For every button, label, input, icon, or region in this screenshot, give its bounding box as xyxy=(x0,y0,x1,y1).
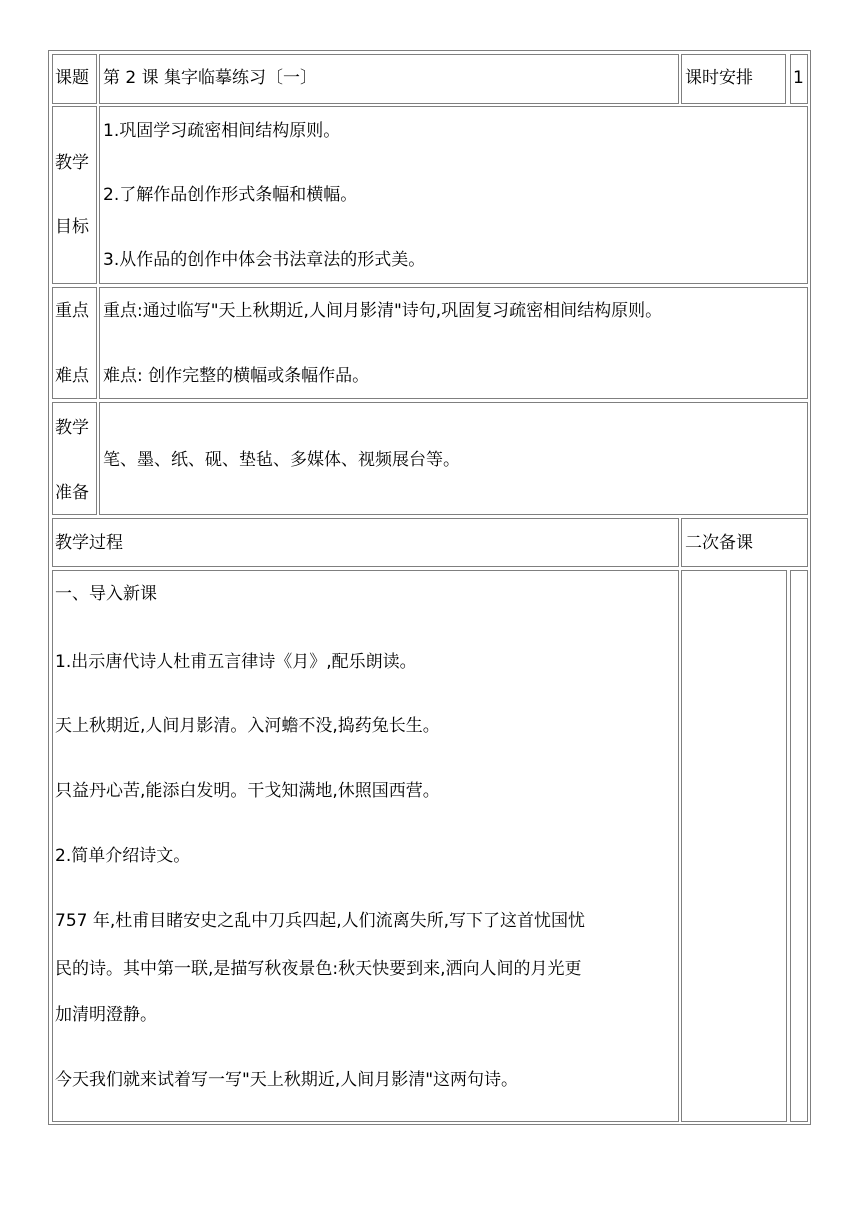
schedule-value-cell xyxy=(790,54,808,104)
focus-content-cell xyxy=(99,287,808,399)
process-line: 757 年,杜甫目睹安史之乱中刀兵四起,人们流离失所,写下了这首忧国忧 xyxy=(55,911,586,931)
objectives-label-top: 教学 xyxy=(55,153,89,173)
objectives-label-bottom: 目标 xyxy=(55,217,89,237)
schedule-label: 课时安排 xyxy=(685,68,753,88)
preparation-label-bottom: 准备 xyxy=(55,483,89,503)
difficulty-text: 难点: 创作完整的横幅或条幅作品。 xyxy=(103,366,370,386)
topic-label: 课题 xyxy=(55,68,89,88)
second-prep-label: 二次备课 xyxy=(685,533,753,553)
objectives-content-cell xyxy=(99,106,808,284)
preparation-content-cell xyxy=(99,402,808,515)
focus-label-cell xyxy=(52,287,97,399)
second-prep-margin-cell xyxy=(790,570,808,1122)
preparation-label-top: 教学 xyxy=(55,418,89,438)
process-content-cell xyxy=(52,570,679,1122)
process-line: 民的诗。其中第一联,是描写秋夜景色:秋天快要到来,洒向人间的月光更 xyxy=(55,959,582,979)
focus-label-top: 重点 xyxy=(55,301,89,321)
topic-label-cell xyxy=(52,54,97,104)
process-line: 天上秋期近,人间月影清。入河蟾不没,捣药兔长生。 xyxy=(55,716,440,736)
objective-item: 3.从作品的创作中体会书法章法的形式美。 xyxy=(103,250,426,270)
process-line: 2.简单介绍诗文。 xyxy=(55,846,191,866)
topic-value-cell xyxy=(99,54,679,104)
process-header-cell xyxy=(52,518,679,567)
preparation-text: 笔、墨、纸、砚、垫毡、多媒体、视频展台等。 xyxy=(103,450,460,470)
process-line: 一、导入新课 xyxy=(55,584,157,604)
process-header-label: 教学过程 xyxy=(55,533,123,553)
process-line: 只益丹心苦,能添白发明。干戈知满地,休照国西营。 xyxy=(55,781,440,801)
preparation-label-cell xyxy=(52,402,97,515)
process-line: 1.出示唐代诗人杜甫五言律诗《月》,配乐朗读。 xyxy=(55,652,417,672)
objectives-label-cell xyxy=(52,106,97,284)
schedule-label-cell xyxy=(681,54,786,104)
second-prep-header-cell xyxy=(681,518,808,567)
process-line: 今天我们就来试着写一写"天上秋期近,人间月影清"这两句诗。 xyxy=(55,1070,519,1090)
focus-label-bottom: 难点 xyxy=(55,366,89,386)
lesson-title: 第 2 课 集字临摹练习〔一〕 xyxy=(103,68,318,88)
schedule-value: 1 xyxy=(793,68,804,88)
process-line: 加清明澄静。 xyxy=(55,1005,157,1025)
objective-item: 2.了解作品创作形式条幅和横幅。 xyxy=(103,185,358,205)
key-point-text: 重点:通过临写"天上秋期近,人间月影清"诗句,巩固复习疏密相间结构原则。 xyxy=(103,301,663,321)
objective-item: 1.巩固学习疏密相间结构原则。 xyxy=(103,121,341,141)
second-prep-notes-cell xyxy=(681,570,787,1122)
